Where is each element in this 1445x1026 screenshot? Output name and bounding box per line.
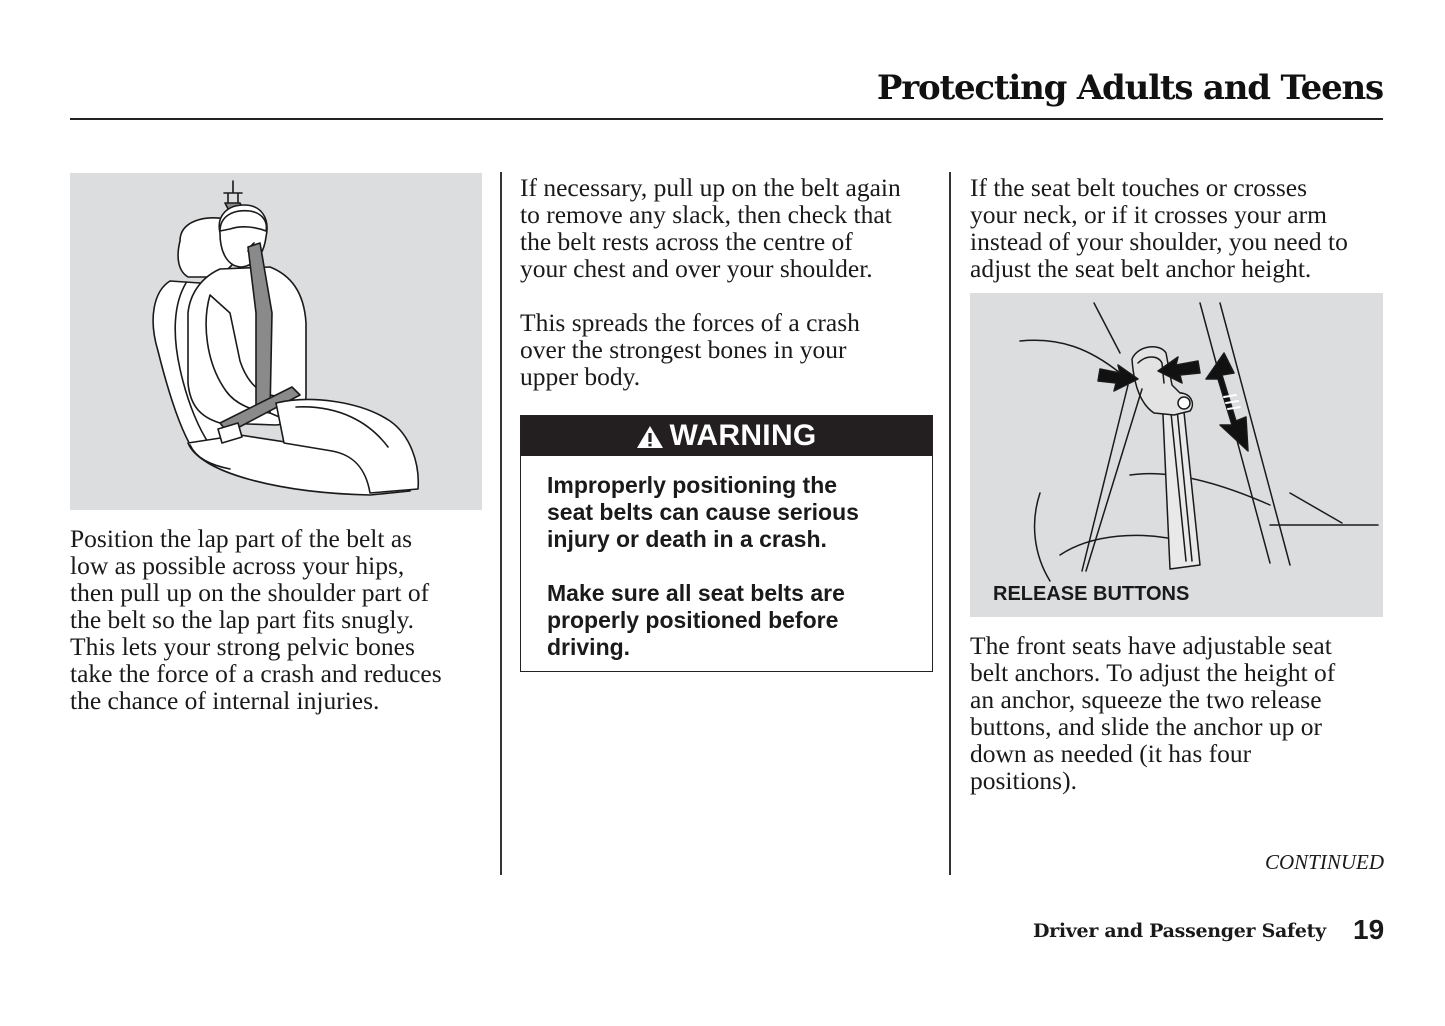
belt-anchor-illustration xyxy=(970,293,1383,617)
column-divider-left xyxy=(500,172,502,875)
text-line: seat belts can cause serious xyxy=(547,499,859,525)
text-line: If necessary, pull up on the belt again xyxy=(520,173,901,202)
text-line: take the force of a crash and reduces xyxy=(70,659,442,688)
adjust-anchor-paragraph xyxy=(970,632,1335,794)
warning-paragraph-1 xyxy=(521,472,932,553)
warning-paragraph-2 xyxy=(521,580,932,661)
text-line: your neck, or if it crosses your arm xyxy=(970,200,1327,229)
text-line: belt anchors. To adjust the height of xyxy=(970,658,1336,687)
warning-header xyxy=(521,416,932,456)
text-line: positions). xyxy=(970,766,1077,795)
text-line: Position the lap part of the belt as xyxy=(70,524,413,553)
text-line: injury or death in a crash. xyxy=(547,526,827,552)
text-line: an anchor, squeeze the two release xyxy=(970,685,1322,714)
text-line: properly positioned before xyxy=(547,607,839,633)
title-rule xyxy=(70,118,1383,120)
footer-section-title: Driver and Passenger Safety xyxy=(1033,920,1326,942)
warning-triangle-icon xyxy=(636,425,664,449)
page-number: 19 xyxy=(1353,914,1385,945)
text-line: down as needed (it has four xyxy=(970,739,1252,768)
text-line: adjust the seat belt anchor height. xyxy=(970,254,1312,283)
text-line: the belt rests across the centre of xyxy=(520,227,853,256)
text-line: over the strongest bones in your xyxy=(520,335,847,364)
text-line: low as possible across your hips, xyxy=(70,551,405,580)
text-line: to remove any slack, then check that xyxy=(520,200,892,229)
warning-title: WARNING xyxy=(669,419,817,452)
anchor-height-paragraph xyxy=(970,174,1348,282)
text-line: then pull up on the shoulder part of xyxy=(70,578,430,607)
text-line: buttons, and slide the anchor up or xyxy=(970,712,1322,741)
release-buttons-label: RELEASE BUTTONS xyxy=(993,583,1190,605)
text-line: driving. xyxy=(547,634,631,660)
slack-paragraph xyxy=(520,174,901,282)
text-line: the chance of internal injuries. xyxy=(70,686,380,715)
text-line: upper body. xyxy=(520,362,641,391)
warning-box xyxy=(520,415,933,672)
text-line: the belt so the lap part fits snugly. xyxy=(70,605,414,634)
text-line: The front seats have adjustable seat xyxy=(970,631,1332,660)
text-line: your chest and over your shoulder. xyxy=(520,254,873,283)
text-line: This lets your strong pelvic bones xyxy=(70,632,415,661)
text-line: Improperly positioning the xyxy=(547,472,838,498)
text-line: This spreads the forces of a crash xyxy=(520,308,860,337)
continued-note: CONTINUED xyxy=(1264,850,1384,874)
forces-paragraph xyxy=(520,309,860,390)
text-line: Make sure all seat belts are xyxy=(547,580,845,606)
text-line: If the seat belt touches or crosses xyxy=(970,173,1308,202)
lap-belt-paragraph xyxy=(70,525,442,714)
text-line: instead of your shoulder, you need to xyxy=(970,227,1348,256)
page-title: Protecting Adults and Teens xyxy=(876,68,1383,108)
seated-occupant-illustration xyxy=(70,173,482,510)
column-divider-right xyxy=(949,172,951,875)
